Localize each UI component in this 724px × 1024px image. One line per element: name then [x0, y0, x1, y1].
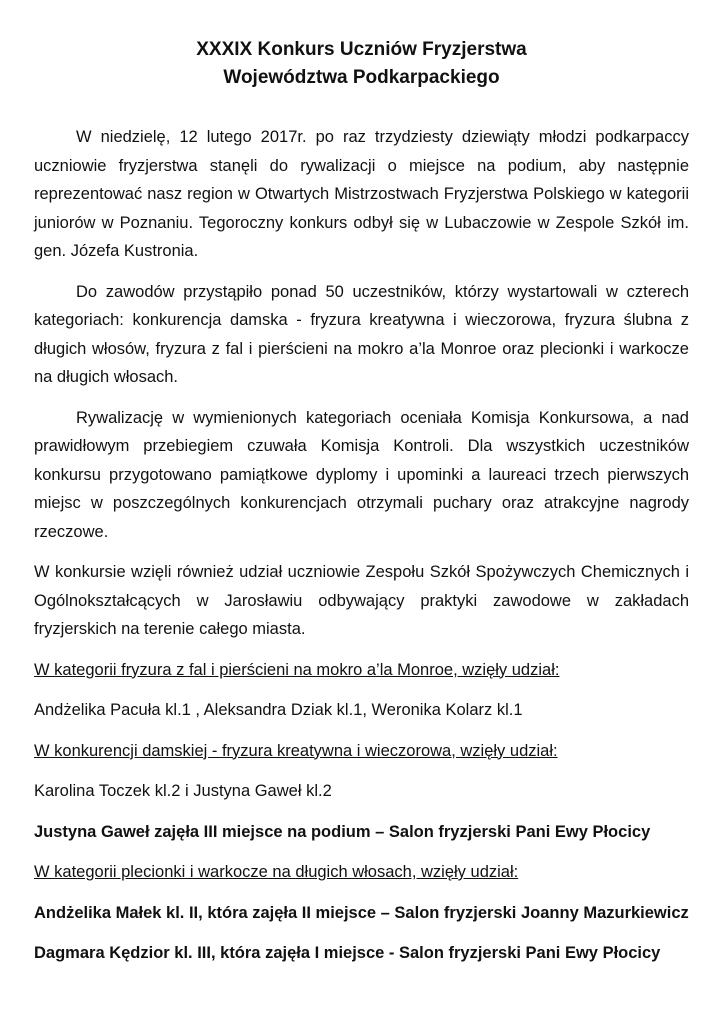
participants-ladies: Karolina Toczek kl.2 i Justyna Gaweł kl.2: [34, 782, 332, 800]
paragraph-jury: Rywalizację w wymienionych kategoriach oceniała Komisja Konkursowa, a nad prawidłowym przebiegiem czuwała Komisja Kontroli. Dla wszystkich uczestników konkursu przygotowano pamiątkowe dyplomy i upominki a laureaci trzech pierwszych miejsc w poszczególnych konkurencjach otrzymali puchary oraz atrakcyjne nagrody rzeczowe.: [34, 408, 689, 541]
document-title: [34, 36, 689, 92]
section-heading-ladies: W konkurencji damskiej - fryzura kreatywna i wieczorowa, wzięły udział:: [34, 741, 558, 760]
result-ladies: Justyna Gaweł zajęła III miejsce na podium – Salon fryzjerski Pani Ewy Płocicy: [34, 822, 651, 841]
result-braids-second: Andżelika Małek kl. II, która zajęła II miejsce – Salon fryzjerski Joanny Mazurkiewicz: [34, 903, 689, 922]
paragraph-intro: W niedzielę, 12 lutego 2017r. po raz trzydziesty dziewiąty młodzi podkarpaccy uczniowie fryzjerstwa stanęli do rywalizacji o miejsce na podium, aby następnie reprezentować nasz region w Otwartych Mistrzostwach Fryzjerstwa Polskiego w kategorii juniorów w Poznaniu. Tegoroczny konkurs odbył się w Lubaczowie w Zespole Szkół im. gen. Józefa Kustronia.: [34, 128, 689, 260]
title-line-2: Województwa Podkarpackiego: [223, 67, 500, 88]
section-heading-monroe: W kategorii fryzura z fal i pierścieni na mokro a’la Monroe, wzięły udział:: [34, 660, 560, 679]
paragraph-participants: Do zawodów przystąpiło ponad 50 uczestników, którzy wystartowali w czterech kategoriach: konkurencja damska - fryzura kreatywna i wieczorowa, fryzura ślubna z długich włosów, fryzura z fal i pierścieni na mokro a’la Monroe oraz plecionki i warkocze na długich włosach.: [34, 282, 689, 386]
result-braids-first: Dagmara Kędzior kl. III, która zajęła I miejsce - Salon fryzjerski Pani Ewy Płocicy: [34, 944, 661, 962]
paragraph-jaroslaw: W konkursie wzięli również udział uczniowie Zespołu Szkół Spożywczych Chemicznych i Ogólnokształcących w Jarosławiu odbywający praktyki zawodowe w zakładach fryzjerskich na terenie całego miasta.: [34, 563, 689, 638]
document-page: [34, 36, 689, 980]
participants-monroe: Andżelika Pacuła kl.1 , Aleksandra Dziak kl.1, Weronika Kolarz kl.1: [34, 701, 523, 719]
title-line-1: XXXIX Konkurs Uczniów Fryzjerstwa: [196, 39, 527, 60]
section-heading-braids: W kategorii plecionki i warkocze na długich włosach, wzięły udział:: [34, 863, 519, 881]
